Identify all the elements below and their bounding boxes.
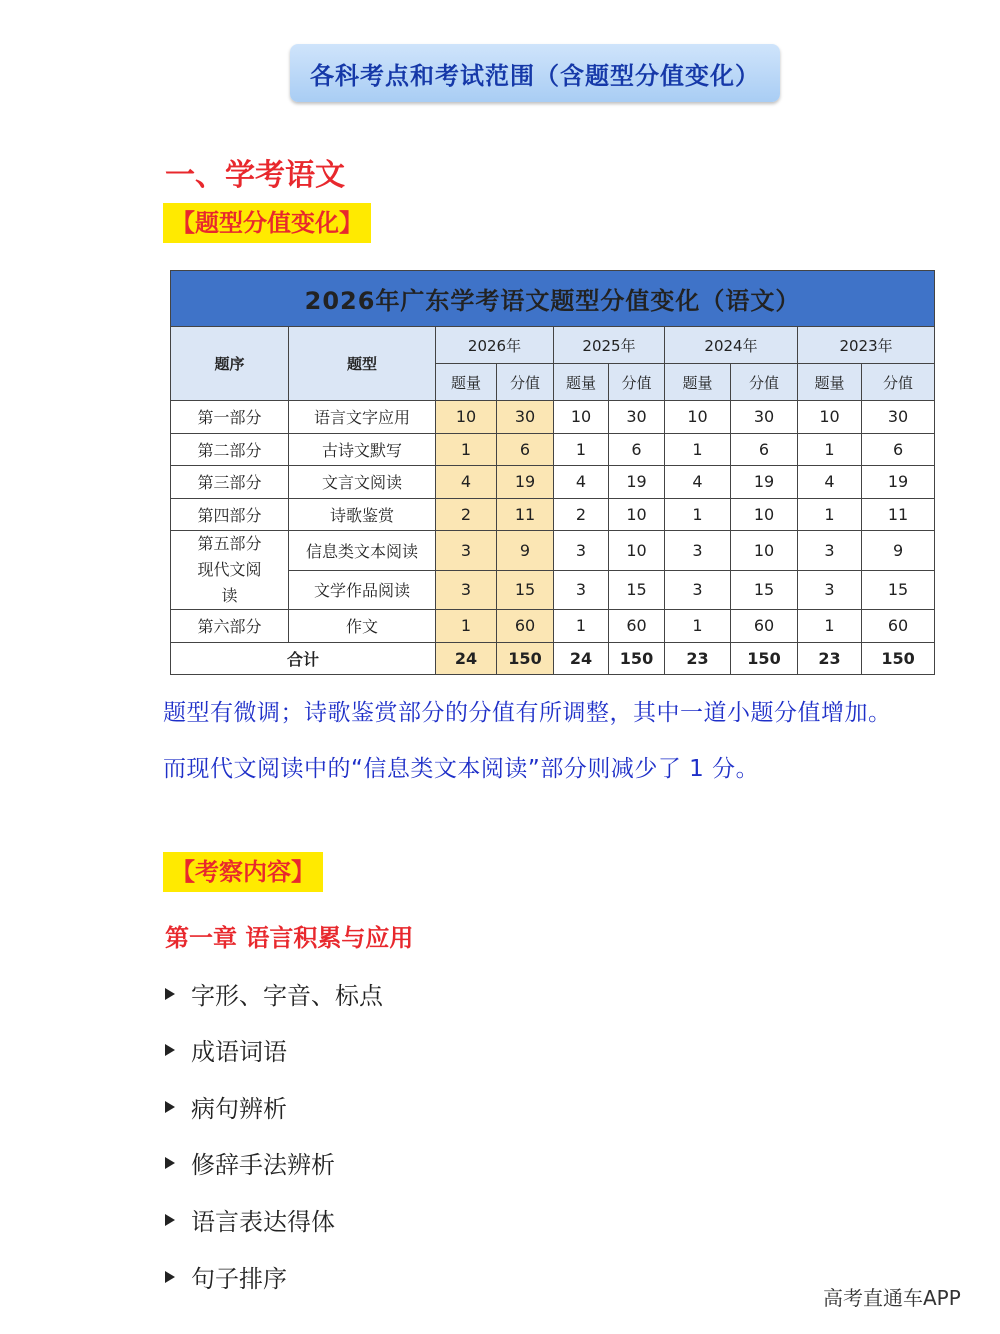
triangle-bullet-icon — [165, 1101, 175, 1113]
bullet-text: 成语词语 — [191, 1038, 287, 1066]
row-order: 第四部分 — [171, 498, 289, 531]
header-count: 题量 — [436, 364, 497, 401]
value-cell: 1 — [798, 433, 862, 466]
note-line-1: 题型有微调；诗歌鉴赏部分的分值有所调整，其中一道小题分值增加。 — [163, 700, 892, 726]
value-cell: 10 — [798, 401, 862, 434]
table-row — [171, 433, 935, 466]
value-cell: 4 — [665, 466, 731, 499]
row-type: 作文 — [289, 610, 436, 643]
total-cell: 150 — [609, 642, 665, 674]
value-cell: 3 — [554, 531, 609, 571]
header-year-2023: 2023年 — [798, 327, 935, 364]
total-cell: 23 — [798, 642, 862, 674]
total-cell: 24 — [436, 642, 497, 674]
bullet-item — [165, 1032, 287, 1067]
value-cell: 11 — [862, 498, 935, 531]
row-order — [171, 531, 289, 610]
value-cell: 60 — [497, 610, 554, 643]
header-year-2024: 2024年 — [665, 327, 798, 364]
header-year-2026: 2026年 — [436, 327, 554, 364]
table-row — [171, 531, 935, 571]
header-score: 分值 — [731, 364, 798, 401]
value-cell: 4 — [798, 466, 862, 499]
bullet-item — [165, 1089, 287, 1124]
value-cell: 15 — [609, 570, 665, 610]
header-count: 题量 — [798, 364, 862, 401]
bullet-item — [165, 1202, 335, 1237]
row-type: 古诗文默写 — [289, 433, 436, 466]
header-count: 题量 — [665, 364, 731, 401]
bullet-item — [165, 1259, 287, 1294]
section-title: 一、学考语文 — [165, 158, 345, 193]
triangle-bullet-icon — [165, 988, 175, 1000]
value-cell: 3 — [436, 531, 497, 571]
value-cell: 10 — [609, 498, 665, 531]
value-cell: 10 — [436, 401, 497, 434]
triangle-bullet-icon — [165, 1214, 175, 1226]
value-cell: 2 — [554, 498, 609, 531]
value-cell: 30 — [497, 401, 554, 434]
value-cell: 9 — [862, 531, 935, 571]
bullet-text: 修辞手法辨析 — [191, 1151, 335, 1179]
value-cell: 30 — [609, 401, 665, 434]
total-cell: 150 — [731, 642, 798, 674]
value-cell: 1 — [798, 610, 862, 643]
header-score: 分值 — [609, 364, 665, 401]
row-order: 第二部分 — [171, 433, 289, 466]
value-cell: 6 — [609, 433, 665, 466]
bullet-text: 语言表达得体 — [191, 1208, 335, 1236]
value-cell: 10 — [665, 401, 731, 434]
value-cell: 30 — [731, 401, 798, 434]
value-cell: 60 — [609, 610, 665, 643]
value-cell: 6 — [731, 433, 798, 466]
score-table — [170, 270, 935, 675]
value-cell: 19 — [609, 466, 665, 499]
tag-exam-content: 【考察内容】 — [163, 852, 323, 892]
table-body — [171, 401, 935, 643]
value-cell: 60 — [731, 610, 798, 643]
value-cell: 2 — [436, 498, 497, 531]
value-cell: 3 — [798, 531, 862, 571]
value-cell: 3 — [665, 570, 731, 610]
value-cell: 6 — [497, 433, 554, 466]
table-caption: 2026年广东学考语文题型分值变化（语文） — [171, 271, 935, 327]
value-cell: 30 — [862, 401, 935, 434]
bullet-item — [165, 1145, 335, 1180]
table-row — [171, 466, 935, 499]
value-cell: 1 — [665, 610, 731, 643]
value-cell: 15 — [731, 570, 798, 610]
row-type: 文言文阅读 — [289, 466, 436, 499]
row-type: 文学作品阅读 — [289, 570, 436, 610]
header-score: 分值 — [497, 364, 554, 401]
chapter-title: 第一章 语言积累与应用 — [165, 924, 414, 952]
value-cell: 10 — [554, 401, 609, 434]
app-footer-label: 高考直通车APP — [823, 1286, 961, 1310]
value-cell: 1 — [665, 498, 731, 531]
bullet-text: 字形、字音、标点 — [191, 982, 383, 1010]
table-row — [171, 498, 935, 531]
value-cell: 19 — [862, 466, 935, 499]
row-type: 信息类文本阅读 — [289, 531, 436, 571]
header-count: 题量 — [554, 364, 609, 401]
row-type: 语言文字应用 — [289, 401, 436, 434]
value-cell: 6 — [862, 433, 935, 466]
bullet-text: 病句辨析 — [191, 1095, 287, 1123]
bullet-item — [165, 976, 383, 1011]
total-cell: 23 — [665, 642, 731, 674]
total-label: 合计 — [171, 642, 436, 674]
value-cell: 1 — [436, 433, 497, 466]
triangle-bullet-icon — [165, 1271, 175, 1283]
total-cell: 24 — [554, 642, 609, 674]
value-cell: 3 — [665, 531, 731, 571]
value-cell: 3 — [436, 570, 497, 610]
triangle-bullet-icon — [165, 1044, 175, 1056]
value-cell: 10 — [609, 531, 665, 571]
value-cell: 10 — [731, 531, 798, 571]
header-order: 题序 — [171, 327, 289, 401]
row-type: 诗歌鉴赏 — [289, 498, 436, 531]
row-order: 第三部分 — [171, 466, 289, 499]
value-cell: 15 — [497, 570, 554, 610]
value-cell: 19 — [497, 466, 554, 499]
value-cell: 9 — [497, 531, 554, 571]
header-score: 分值 — [862, 364, 935, 401]
value-cell: 1 — [665, 433, 731, 466]
value-cell: 15 — [862, 570, 935, 610]
value-cell: 3 — [798, 570, 862, 610]
value-cell: 3 — [554, 570, 609, 610]
value-cell: 19 — [731, 466, 798, 499]
tag-score-change: 【题型分值变化】 — [163, 203, 371, 243]
bullet-text: 句子排序 — [191, 1265, 287, 1293]
table-row — [171, 401, 935, 434]
triangle-bullet-icon — [165, 1157, 175, 1169]
value-cell: 1 — [554, 433, 609, 466]
total-cell: 150 — [862, 642, 935, 674]
value-cell: 1 — [554, 610, 609, 643]
total-cell: 150 — [497, 642, 554, 674]
page-banner: 各科考点和考试范围（含题型分值变化） — [290, 44, 780, 102]
value-cell: 1 — [798, 498, 862, 531]
row-order-text: 第五部分现代文阅读 — [197, 534, 262, 605]
header-type: 题型 — [289, 327, 436, 401]
value-cell: 4 — [554, 466, 609, 499]
value-cell: 11 — [497, 498, 554, 531]
value-cell: 4 — [436, 466, 497, 499]
value-cell: 1 — [436, 610, 497, 643]
header-year-2025: 2025年 — [554, 327, 665, 364]
value-cell: 10 — [731, 498, 798, 531]
row-order: 第一部分 — [171, 401, 289, 434]
table-row — [171, 610, 935, 643]
row-order: 第六部分 — [171, 610, 289, 643]
note-line-2: 而现代文阅读中的“信息类文本阅读”部分则减少了 1 分。 — [163, 756, 760, 782]
value-cell: 60 — [862, 610, 935, 643]
